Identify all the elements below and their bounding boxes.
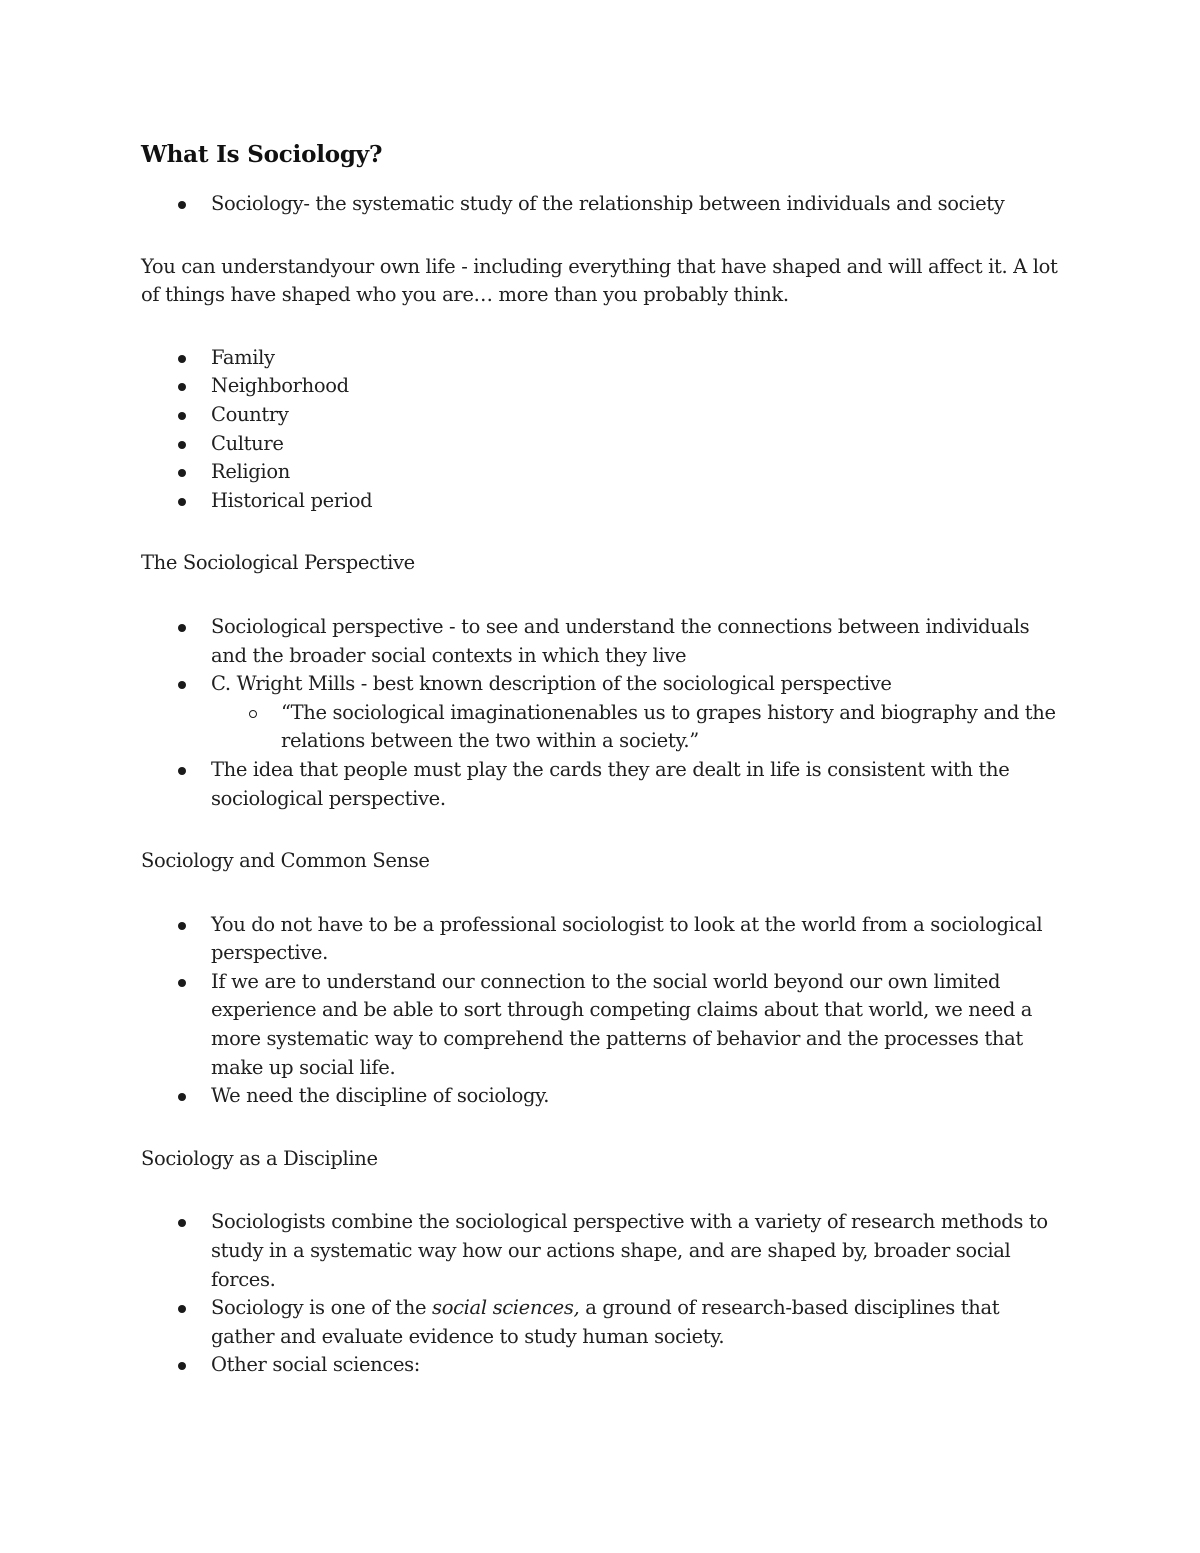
list-item: Historical period — [211, 487, 1061, 516]
emphasis-term: social sciences, — [432, 1296, 580, 1320]
section-heading-common-sense: Sociology and Common Sense — [141, 849, 430, 873]
list-item: If we are to understand our connection to the social world beyond our own limited experience and be able to sort through competing claims about that world, we need a more systematic way to comprehend the patterns of behavior and the processes that make up social life. — [211, 968, 1061, 1082]
list-item: Sociology- the systematic study of the relationship between individuals and society — [211, 190, 1061, 219]
list-item: The idea that people must play the cards they are dealt in life is consistent with the sociological perspective. — [211, 756, 1061, 813]
document-page — [141, 138, 1061, 1380]
list-item-text-end: a ground of research-based disciplines that gather and evaluate evidence to study human society. — [211, 1296, 1000, 1348]
list-item — [211, 670, 1061, 756]
list-item: Religion — [211, 458, 1061, 487]
list-item — [211, 1294, 1061, 1351]
sub-list-item: “The sociological imaginationenables us to grapes history and biography and the relations between the two within a society.” — [281, 699, 1061, 756]
list-item: Family — [211, 344, 1061, 373]
sub-list — [211, 699, 1061, 756]
list-item-text: C. Wright Mills - best known description of the sociological perspective — [211, 672, 892, 696]
intro-paragraph: You can understandyour own life - including everything that have shaped and will affect it. A lot of things have shaped who you are… more than you probably think. — [141, 254, 1058, 307]
list-item: Culture — [211, 430, 1061, 459]
list-item-text-start: Sociology is one of the — [211, 1296, 433, 1320]
list-item: You do not have to be a professional sociologist to look at the world from a sociological perspective. — [211, 911, 1061, 968]
list-item: Sociologists combine the sociological perspective with a variety of research methods to study in a systematic way how our actions shape, and are shaped by, broader social forces. — [211, 1208, 1061, 1294]
section-heading-perspective: The Sociological Perspective — [141, 551, 415, 575]
intro-list — [141, 190, 1061, 219]
common-sense-list — [141, 911, 1061, 1111]
list-item: Sociological perspective - to see and understand the connections between individuals and the broader social contexts in which they live — [211, 613, 1061, 670]
page-title: What Is Sociology? — [141, 141, 383, 168]
influences-list — [141, 344, 1061, 516]
list-item: Other social sciences: — [211, 1351, 1061, 1380]
list-item: We need the discipline of sociology. — [211, 1082, 1061, 1111]
list-item: Neighborhood — [211, 372, 1061, 401]
perspective-list — [141, 613, 1061, 813]
discipline-list — [141, 1208, 1061, 1380]
section-heading-discipline: Sociology as a Discipline — [141, 1146, 378, 1170]
list-item: Country — [211, 401, 1061, 430]
